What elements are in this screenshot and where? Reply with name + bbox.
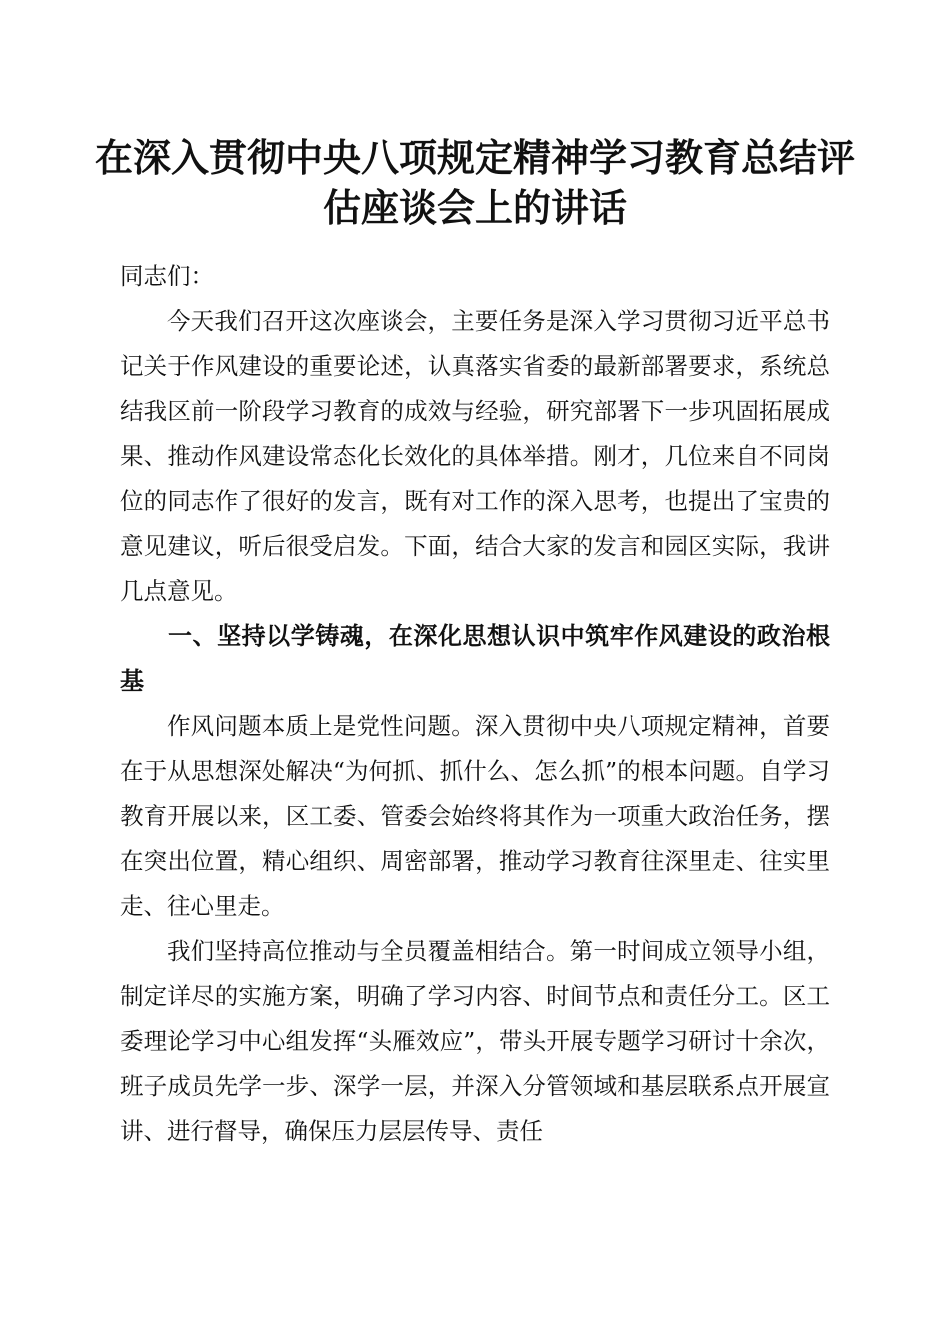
section-heading-1: 一、坚持以学铸魂，在深化思想认识中筑牢作风建设的政治根基 bbox=[120, 622, 830, 695]
salutation: 同志们： bbox=[120, 262, 214, 290]
title-line-2: 估座谈会上的讲话 bbox=[322, 185, 627, 230]
document-body bbox=[120, 254, 830, 1154]
title-line-1: 在深入贯彻中央八项规定精神学习教育总结评 bbox=[94, 135, 855, 180]
paragraph-opening: 今天我们召开这次座谈会，主要任务是深入学习贯彻习近平总书记关于作风建设的重要论述，认真落实省委的最新部署要求，系统总结我区前一阶段学习教育的成效与经验，研究部署下一步巩固拓展成果、推动作风建设常态化长效化的具体举措。刚才，几位来自不同岗位的同志作了很好的发言，既有对工作的深入思考，也提出了宝贵的意见建议，听后很受启发。下面，结合大家的发言和园区实际，我讲几点意见。 bbox=[120, 307, 830, 605]
paragraph-section1-intro: 作风问题本质上是党性问题。深入贯彻中央八项规定精神，首要在于从思想深处解决“为何抓、抓什么、怎么抓”的根本问题。自学习教育开展以来，区工委、管委会始终将其作为一项重大政治任务，摆在突出位置，精心组织、周密部署，推动学习教育往深里走、往实里走、往心里走。 bbox=[120, 712, 830, 920]
document-title bbox=[90, 133, 860, 233]
paragraph-section1-detail: 我们坚持高位推动与全员覆盖相结合。第一时间成立领导小组，制定详尽的实施方案，明确了学习内容、时间节点和责任分工。区工委理论学习中心组发挥“头雁效应”，带头开展专题学习研讨十余次，班子成员先学一步、深学一层，并深入分管领域和基层联系点开展宣讲、进行督导，确保压力层层传导、责任 bbox=[120, 937, 830, 1145]
